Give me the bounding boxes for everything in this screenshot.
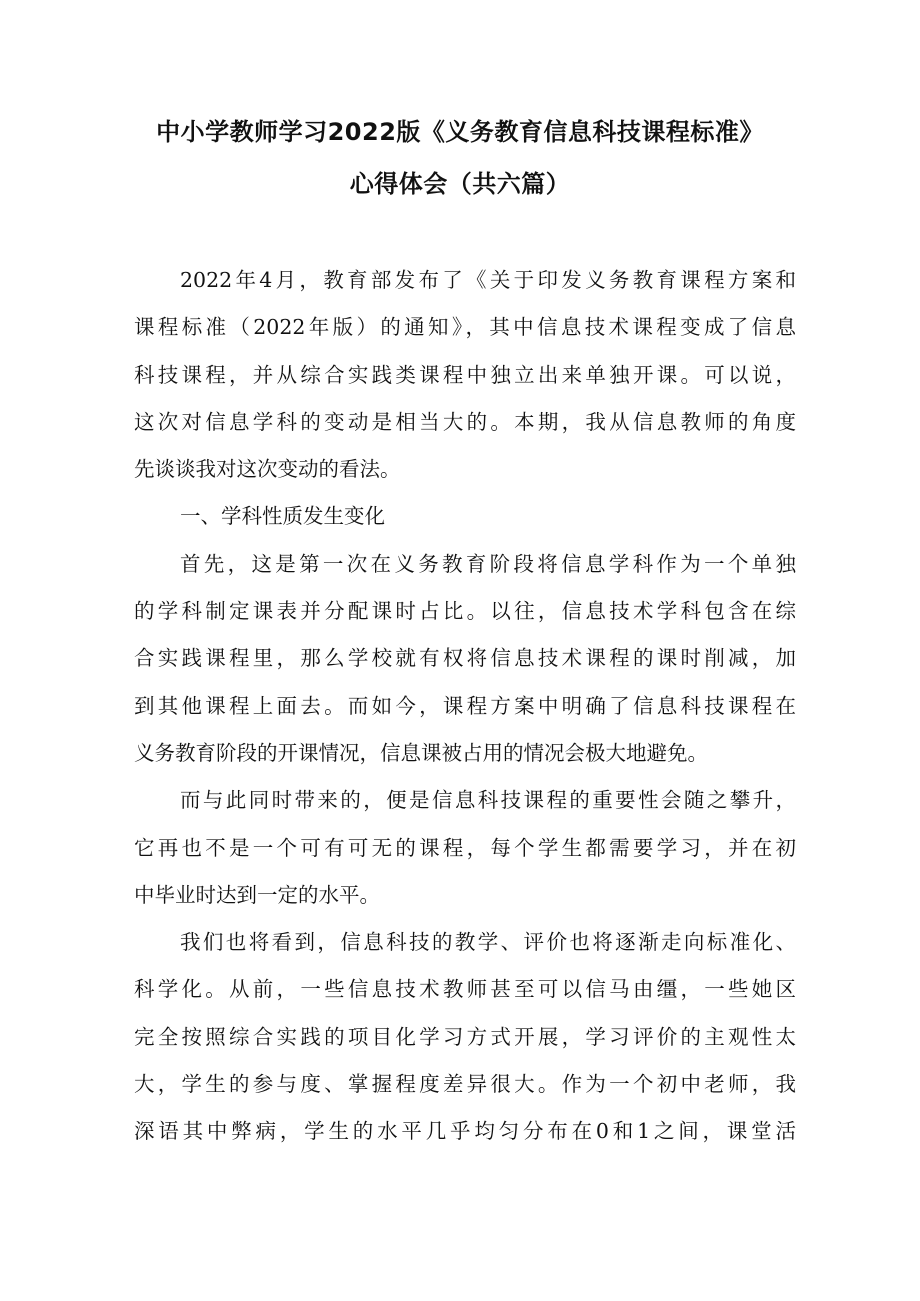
paragraph-line: 合实践课程里，那么学校就有权将信息技术课程的课时削减，加 <box>134 646 796 671</box>
paragraph-line: 科学化。从前，一些信息技术教师甚至可以信马由缰，一些她区 <box>134 977 796 1002</box>
paragraph-line: 课程标准（2022年版）的通知》，其中信息技术课程变成了信息 <box>134 315 796 340</box>
paragraph-line: 大，学生的参与度、掌握程度差异很大。作为一个初中老师，我 <box>134 1072 796 1097</box>
paragraph <box>134 777 796 919</box>
paragraph <box>134 919 796 1155</box>
paragraph-line: 到其他课程上面去。而如今，课程方案中明确了信息科技课程在 <box>134 693 796 718</box>
paragraph-line: 首先，这是第一次在义务教育阶段将信息学科作为一个单独 <box>180 551 796 576</box>
paragraph-line: 完全按照综合实践的项目化学习方式开展，学习评价的主观性太 <box>134 1024 796 1049</box>
document-title-line-2: 心得体会（共六篇） <box>349 170 571 198</box>
paragraph-line: 而与此同时带来的，便是信息科技课程的重要性会随之攀升， <box>180 788 796 813</box>
paragraph-line: 我们也将看到，信息科技的教学、评价也将逐渐走向标准化、 <box>180 930 796 955</box>
document-title-line-1: 中小学教师学习2022版《义务教育信息科技课程标准》 <box>156 118 764 146</box>
paragraph-line: 2022年4月，教育部发布了《关于印发义务教育课程方案和 <box>180 268 796 292</box>
paragraph-line: 的学科制定课表并分配课时占比。以往，信息技术学科包含在综 <box>134 599 796 624</box>
paragraph-line: 它再也不是一个可有可无的课程，每个学生都需要学习，并在初 <box>134 835 796 860</box>
section-heading-text: 一、学科性质发生变化 <box>180 504 385 529</box>
section-heading <box>134 493 796 540</box>
paragraph-line: 科技课程，并从综合实践类课程中独立出来单独开课。可以说， <box>134 362 796 387</box>
paragraph-line: 这次对信息学科的变动是相当大的。本期，我从信息教师的角度 <box>134 409 796 434</box>
paragraph <box>134 257 796 493</box>
paragraph-line: 中毕业时达到一定的水平。 <box>134 882 380 907</box>
document-body <box>134 257 796 1156</box>
paragraph <box>134 541 796 777</box>
paragraph-line: 先谈谈我对这次变动的看法。 <box>134 457 401 482</box>
paragraph-line: 深语其中弊病，学生的水平几乎均匀分布在0和1之间，课堂活 <box>134 1119 796 1144</box>
paragraph-line: 义务教育阶段的开课情况，信息课被占用的情况会极大地避免。 <box>134 740 708 765</box>
